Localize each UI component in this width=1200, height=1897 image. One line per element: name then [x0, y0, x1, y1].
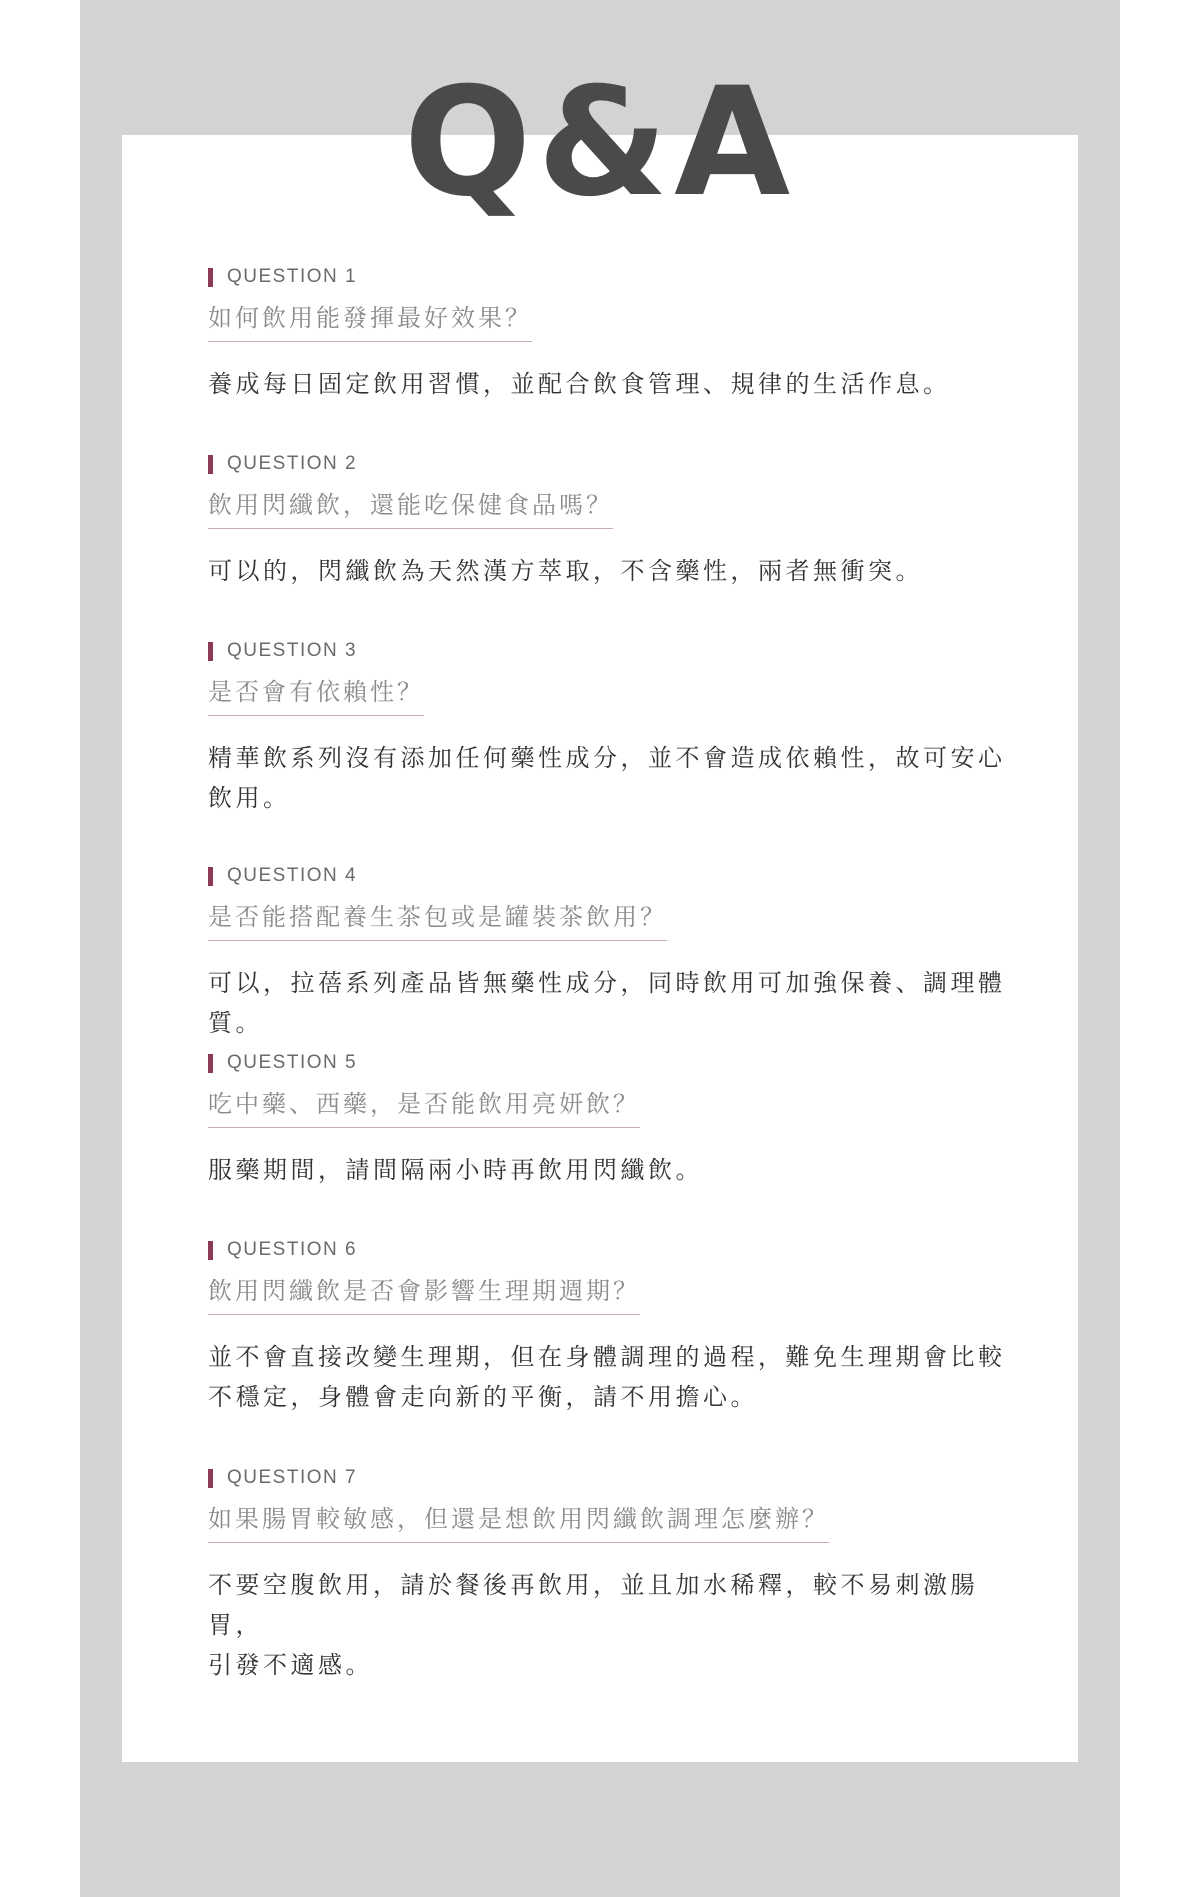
accent-bar — [208, 642, 213, 661]
question-label — [208, 1052, 1028, 1074]
answer-text — [208, 551, 1028, 591]
question-label — [208, 640, 1028, 662]
question-label — [208, 1467, 1028, 1489]
answer-line: 飲用。 — [208, 783, 291, 812]
question-number: QUESTION 4 — [227, 865, 358, 886]
answer-text — [208, 963, 1028, 1043]
answer-line: 引發不適感。 — [208, 1650, 373, 1679]
answer-line: 不要空腹飲用，請於餐後再飲用，並且加水稀釋，較不易刺激腸胃， — [208, 1570, 978, 1639]
answer-line: 精華飲系列沒有添加任何藥性成分，並不會造成依賴性，故可安心 — [208, 743, 1006, 772]
question-text: 是否會有依賴性？ — [208, 678, 424, 716]
question-number: QUESTION 6 — [227, 1239, 358, 1260]
question-label — [208, 266, 1028, 288]
answer-text — [208, 738, 1028, 818]
qa-item-6 — [208, 1239, 1028, 1417]
qa-item-7 — [208, 1467, 1028, 1685]
question-number: QUESTION 1 — [227, 266, 358, 287]
accent-bar — [208, 867, 213, 886]
answer-line: 不穩定，身體會走向新的平衡，請不用擔心。 — [208, 1382, 758, 1411]
question-label — [208, 1239, 1028, 1261]
question-number: QUESTION 3 — [227, 640, 358, 661]
question-number: QUESTION 5 — [227, 1052, 358, 1073]
accent-bar — [208, 1241, 213, 1260]
question-text: 如何飲用能發揮最好效果？ — [208, 304, 532, 342]
page-title: Q&A — [403, 56, 797, 230]
qa-item-3 — [208, 640, 1028, 818]
answer-line: 可以的，閃纖飲為天然漢方萃取，不含藥性，兩者無衝突。 — [208, 556, 923, 585]
answer-line: 服藥期間，請間隔兩小時再飲用閃纖飲。 — [208, 1155, 703, 1184]
answer-line: 養成每日固定飲用習慣，並配合飲食管理、規律的生活作息。 — [208, 369, 951, 398]
question-label — [208, 865, 1028, 887]
accent-bar — [208, 268, 213, 287]
question-text: 吃中藥、西藥，是否能飲用亮妍飲？ — [208, 1090, 640, 1128]
accent-bar — [208, 1469, 213, 1488]
answer-line: 可以，拉蓓系列產品皆無藥性成分，同時飲用可加強保養、調理體質。 — [208, 968, 1006, 1037]
answer-text — [208, 1150, 1028, 1190]
question-number: QUESTION 7 — [227, 1467, 358, 1488]
accent-bar — [208, 1054, 213, 1073]
accent-bar — [208, 455, 213, 474]
qa-item-2 — [208, 453, 1028, 591]
qa-item-4 — [208, 865, 1028, 1043]
answer-text — [208, 1565, 1028, 1685]
qa-item-1 — [208, 266, 1028, 404]
qa-item-5 — [208, 1052, 1028, 1190]
question-label — [208, 453, 1028, 475]
answer-line: 並不會直接改變生理期，但在身體調理的過程，難免生理期會比較 — [208, 1342, 1006, 1371]
answer-text — [208, 1337, 1028, 1417]
question-number: QUESTION 2 — [227, 453, 358, 474]
answer-text — [208, 364, 1028, 404]
question-text: 是否能搭配養生茶包或是罐裝茶飲用？ — [208, 903, 667, 941]
question-text: 飲用閃纖飲，還能吃保健食品嗎？ — [208, 491, 613, 529]
question-text: 如果腸胃較敏感，但還是想飲用閃纖飲調理怎麼辦？ — [208, 1505, 829, 1543]
question-text: 飲用閃纖飲是否會影響生理期週期？ — [208, 1277, 640, 1315]
